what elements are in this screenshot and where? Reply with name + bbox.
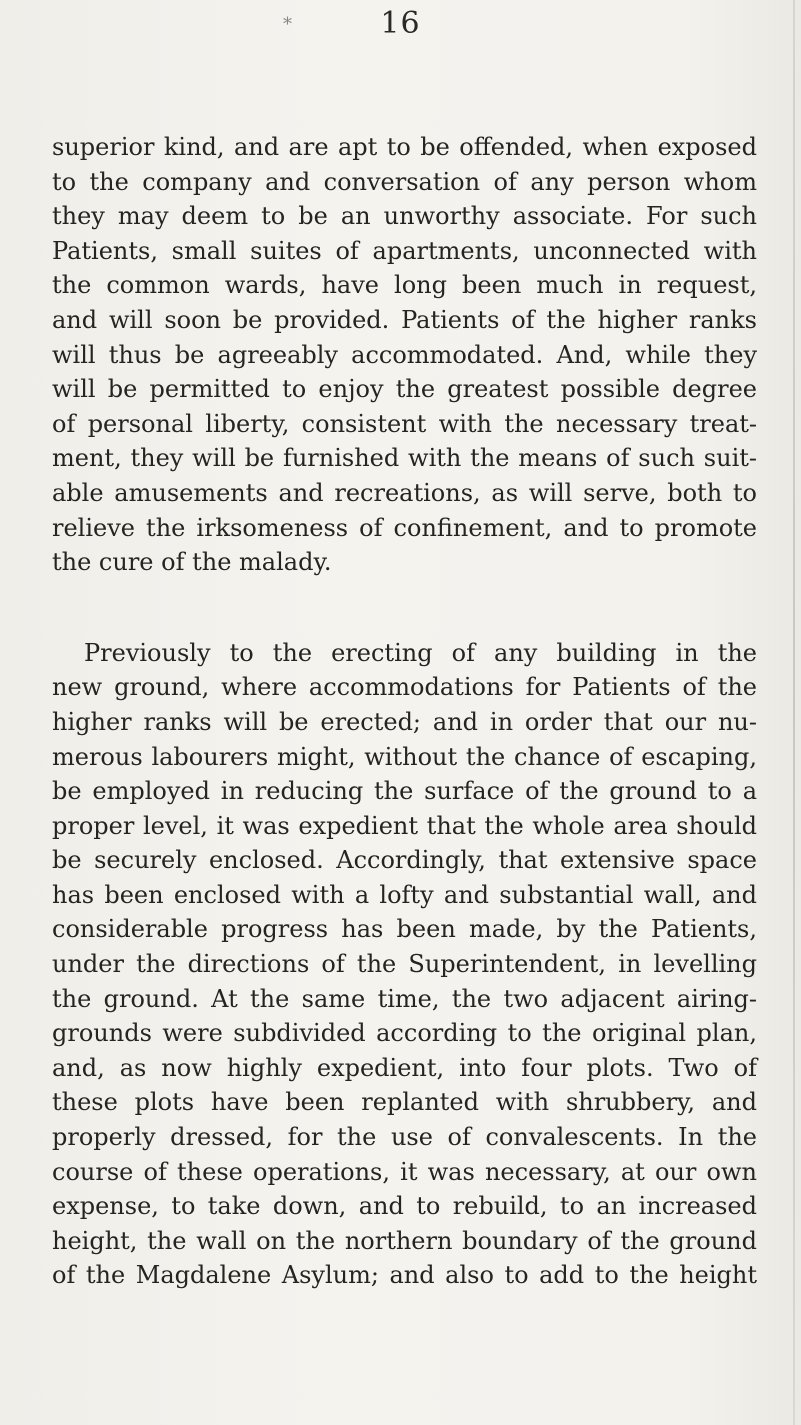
text-line: height, the wall on the northern boundary of the ground: [52, 1226, 757, 1255]
paragraph-gap: [52, 580, 757, 636]
text-line: these plots have been replanted with shrubbery, and: [52, 1088, 757, 1117]
text-line: to the company and conversation of any person whom: [52, 167, 757, 196]
text-line: they may deem to be an unworthy associate. For such: [52, 202, 757, 231]
text-line: and will soon be provided. Patients of the higher ranks: [52, 305, 757, 334]
text-line: higher ranks will be erected; and in order that our nu-: [52, 707, 757, 736]
text-line: of the Magdalene Asylum; and also to add to the height: [52, 1261, 757, 1290]
text-line: be employed in reducing the surface of the ground to a: [52, 777, 757, 806]
text-line: grounds were subdivided according to the original plan,: [52, 1019, 757, 1048]
text-line: proper level, it was expedient that the whole area should: [52, 811, 757, 840]
page-mark: *: [283, 14, 292, 35]
page-number: 16: [380, 6, 421, 41]
text-line: the cure of the malady.: [52, 548, 332, 577]
body-text: [52, 130, 757, 1293]
text-line: able amusements and recreations, as will serve, both to: [52, 478, 757, 507]
text-line: the ground. At the same time, the two adjacent airing-: [52, 984, 757, 1013]
text-line: and, as now highly expedient, into four plots. Two of: [52, 1053, 757, 1082]
text-line: will be permitted to enjoy the greatest possible degree: [52, 375, 757, 404]
text-line: ment, they will be furnished with the means of such suit-: [52, 444, 757, 473]
text-line: has been enclosed with a lofty and substantial wall, and: [52, 880, 757, 909]
text-line: of personal liberty, consistent with the necessary treat-: [52, 409, 757, 438]
text-line: expense, to take down, and to rebuild, to an increased: [52, 1192, 757, 1221]
text-line: under the directions of the Superintendent, in levelling: [52, 950, 757, 979]
text-line: merous labourers might, without the chance of escaping,: [52, 742, 757, 771]
text-line: the common wards, have long been much in request,: [52, 271, 757, 300]
text-line: relieve the irksomeness of confinement, and to promote: [52, 513, 757, 542]
text-line: Patients, small suites of apartments, unconnected with: [52, 236, 757, 265]
text-line: properly dressed, for the use of convalescents. In the: [52, 1123, 757, 1152]
text-line: be securely enclosed. Accordingly, that extensive space: [52, 846, 757, 875]
text-line: superior kind, and are apt to be offended, when exposed: [52, 133, 757, 161]
text-line: considerable progress has been made, by the Patients,: [52, 915, 757, 944]
text-line: Previously to the erecting of any building in the: [84, 638, 757, 667]
text-line: new ground, where accommodations for Patients of the: [52, 673, 757, 702]
paragraph-1: [52, 130, 757, 580]
page-edge-shadow: [793, 0, 795, 1425]
text-line: course of these operations, it was necessary, at our own: [52, 1157, 757, 1186]
text-line: will thus be agreeably accommodated. And, while they: [52, 340, 757, 369]
paragraph-2: [52, 636, 757, 1293]
